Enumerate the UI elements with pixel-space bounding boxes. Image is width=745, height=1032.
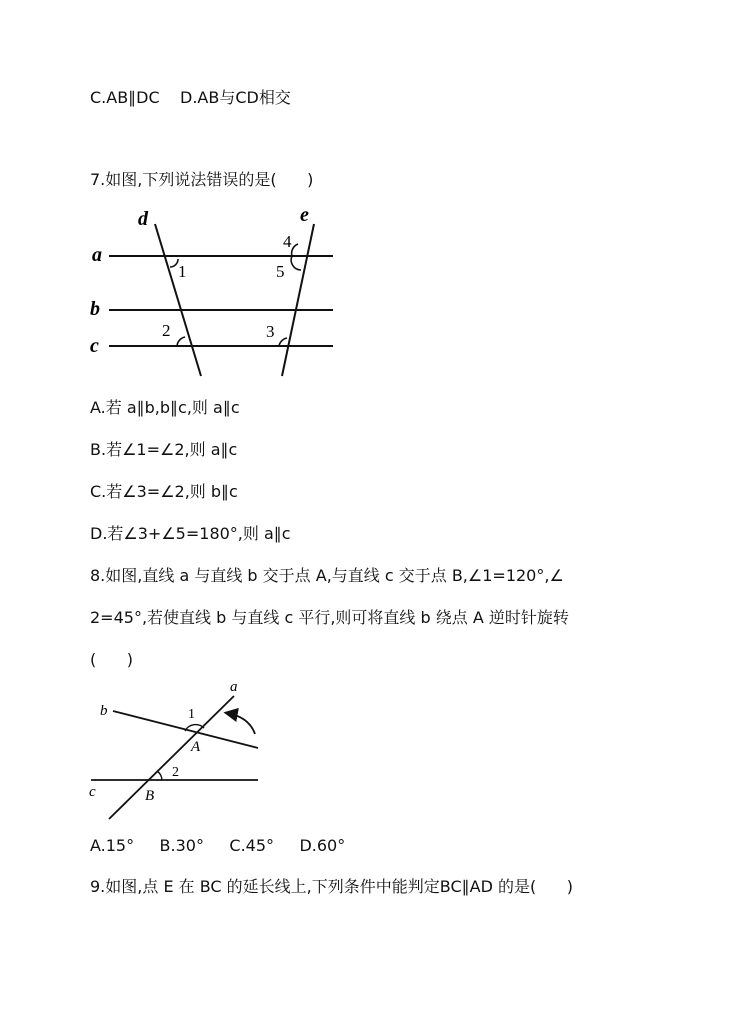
q8-figure — [85, 672, 275, 824]
q7-figure — [85, 200, 345, 380]
q7-line-label-a: a — [92, 244, 102, 266]
q8-stem-line1: 8.如图,直线 a 与直线 b 交于点 A,与直线 c 交于点 B,∠1=120°,∠ — [90, 566, 564, 585]
q8-stem-line3: ( ) — [90, 650, 133, 669]
q7-option-a: A.若 a∥b,b∥c,则 a∥c — [90, 398, 240, 417]
q7-line-label-c: c — [90, 335, 99, 357]
q9-stem: 9.如图,点 E 在 BC 的延长线上,下列条件中能判定BC∥AD 的是( ) — [90, 877, 573, 896]
q7-line-label-d: d — [138, 208, 148, 230]
q7-angle-label-4: 4 — [283, 232, 292, 251]
q8-line-label-a: a — [230, 679, 238, 695]
prev-options-line: C.AB∥DC D.AB与CD相交 — [90, 88, 291, 107]
q7-option-c: C.若∠3=∠2,则 b∥c — [90, 482, 238, 501]
q7-line-label-b: b — [90, 298, 100, 320]
q7-angle-label-5: 5 — [276, 262, 285, 281]
q8-point-label-A: A — [191, 739, 201, 755]
q8-point-label-B: B — [145, 788, 155, 804]
q7-stem: 7.如图,下列说法错误的是( ) — [90, 170, 314, 189]
q8-angle-label-2: 2 — [172, 765, 179, 780]
q7-angle-label-2: 2 — [162, 321, 171, 340]
q7-line-label-e: e — [300, 204, 309, 226]
q7-option-b: B.若∠1=∠2,则 a∥c — [90, 440, 238, 459]
q8-stem-line2: 2=45°,若使直线 b 与直线 c 平行,则可将直线 b 绕点 A 逆时针旋转 — [90, 608, 569, 627]
q7-angle-label-1: 1 — [178, 262, 187, 281]
q7-angle-label-3: 3 — [266, 322, 275, 341]
q8-angle-label-1: 1 — [188, 707, 195, 722]
q8-line-label-b: b — [100, 703, 108, 719]
q8-options: A.15° B.30° C.45° D.60° — [90, 836, 346, 855]
q8-line-label-c: c — [89, 784, 96, 800]
q7-option-d: D.若∠3+∠5=180°,则 a∥c — [90, 524, 291, 543]
